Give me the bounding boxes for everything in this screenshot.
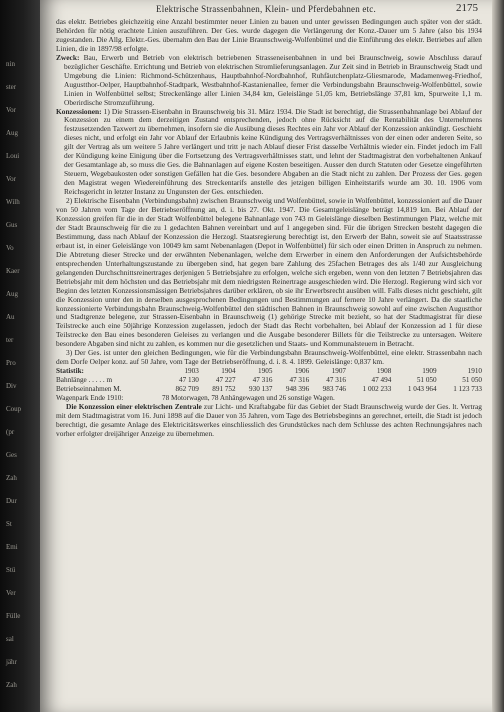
edge-fragment: Vor <box>6 106 16 114</box>
edge-fragment: Aug <box>6 290 19 298</box>
edge-fragment: Coup <box>6 405 22 413</box>
section-term: Konzessionen: <box>56 106 102 116</box>
previous-page-edge <box>0 0 40 712</box>
edge-fragment: sal <box>6 635 14 643</box>
statistics-cell: 983 746 <box>322 384 346 393</box>
edge-fragment: ster <box>6 83 17 91</box>
edge-fragment: Pro <box>6 359 16 367</box>
paragraph-text: 2) Elektrische Eisenbahn (Verbindungsbahn) zwischen Braunschweig und Wolfenbüttel, sowie in Wolfenbüttel, konzessioniert auf die Dauer von 50 Jahren vom Tage der Betriebseröffnung an, d. i. bis 27. Okt. 1947. Die Gesamtgeleislänge beträgt 14,819 km. Bei Ablauf der Konzession greifen für die in der Stadt Wolfenbüttel belegene Bahnanlage von 743 m Geleislänge dieselben Bestimmungen Platz, welche mit der Stadt Braunschweig für die zu 1 gedachten Bahnen vereinbart und auf 1 angegeben sind. Für die übrigen Strecken besteht dagegen die Bestimmung, dass nach Ablauf der Konzession die Herzogl. Staatsregierung berechtigt ist, den Erwerb der Bahn, soweit sie auf Staatsstrasse erbaut ist, in einer Geleislänge von 10049 km samt Nebenanlagen (Depot in Wolfenbüttel) für sich oder einen Dritten in Anspruch zu nehmen. Die Abtretung dieser Strecke und der erwähnten Nebenanlagen, welche dem Erwerber in einem den Anforderungen der Aufsichtsbehörde entsprechenden Unterhaltungszustande zu übergeben sind, hat gegen bare Zahlung des 25fachen Betrages des als 1/40 zur Ausgleichung gelangenden Durchschnittsreinertrages derjenigen 5 Betriebsjahre zu erfolgen, welche sich ergeben, wenn von den letzten 7 Betriebsjahren das Betriebsjahr mit dem höchsten und das Betriebsjahr mit dem niedrigsten Reinertrage ausgeschieden wird. Die Herzogl. Regierung wird sich vor Beginn des letzten Konzessionsmässigen Betriebsjahres darüber erklären, ob sie ihr Erwerbsrecht ausüben will. Falls dieses nicht geschieht, gilt die Konzession unter den in derselben ausgesprochenen Bedingungen und Bestimmungen auf fernere 10 Jahre verlängert. Da die staatliche konzessionierte Verbindungsbahn Braunschweig-Wolfenbüttel den städtischen Bahnen in Braunschweig sowohl auf eine zwischen Augustthor und Stadtgrenze belegene, zur Strassen-Eisenbahn in Braunschweig (1) gehörige Strecke mit bezieht, so hat der Stadtmagistrat für diese Teilstrecke auch eine 50jährige Konzession zugelassen, jedoch der Stadt das Recht vorbehalten, bei Ablauf der Konzession ad 1 für diese Teilstrecke den Bau eines besonderen Geleises zu verlangen und die Ausgabe besonderer Billets für die Teilstrecke zu untersagen. Weitere besondere Abgaben sind nicht zu zahlen, es kommen nur die gesetzlichen und Staats- und Kommunalsteuern in Betracht. <box>56 196 482 349</box>
statistics-year: 1905 <box>258 367 273 376</box>
statistics-row-label: Bahnlänge . . . . . m <box>56 376 113 385</box>
paragraph-zweck <box>56 54 482 108</box>
paragraph-text: 1) Die Strassen-Eisenbahn in Braunschweig bis 31. März 1934. Die Stadt ist berechtigt, die Strassenbahnanlage bei Ablauf der Konzession zu einem dem derzeitigen Zustand entsprechenden, jedoch ohne Rücksicht auf die Rentabilität des Unternehmens festzusetzenden Taxwert zu übernehmen, insofern sie die Ausübung dieses Rechtes ein Jahr vor Ablauf der Konzession ankündigt. Geschieht dieses nicht, und erfolgt ein Jahr vor Ablauf der Erlaubnis keine Kündigung des Vertragsverhältnisses von der einen oder anderen Seite, so gilt der Vertrag als um weitere 5 Jahre verlängert und tritt je nach Ablauf dieser Frist dasselbe Verhältnis wieder ein. Findet jedoch im Fall der Kündigung keine Einigung über die Fortsetzung des Vertragsverhältnisses statt, und lehnt der Stadtmagistrat den vorbehaltenen Ankauf der Gesamtanlage ab, so muss die Ges. die Bahnanlagen auf eigene Kosten beseitigen. Ausser den durch Statuten oder Gesetze eingeführten Steuern, Wegebaukosten oder sonstigen Gefällen hat die Ges. besondere Abgaben an die Stadt nicht zu zahlen. Der Prozess der Ges. gegen den Magistrat wegen Wiedereinführung des Streckentarifs anstelle des jetzigen billigen Einheitstarifs wurde am 30. 10. 1906 vom Reichsgericht in letzter Instanz zu Ungunsten der Ges. entschieden. <box>64 106 482 197</box>
edge-fragment: Zah <box>6 681 17 689</box>
body-text <box>56 18 482 712</box>
paragraph-verbindungsbahn <box>56 197 482 349</box>
page-edge-right <box>492 0 504 712</box>
section-term: Zweck: <box>56 52 80 62</box>
paragraph-oelper <box>56 349 482 367</box>
statistics-cell: 78 Motorwagen, 78 Anhängewagen und 26 sonstige Wagen. <box>162 393 335 402</box>
edge-fragment: ter <box>6 336 14 344</box>
statistics-cell: 51 050 <box>462 376 482 385</box>
statistics-cell: 47 130 <box>179 376 199 385</box>
statistics-year: 1906 <box>294 367 310 376</box>
statistics-year: 1908 <box>376 367 392 376</box>
statistics-cell: 862 709 <box>175 384 199 393</box>
document-page <box>40 0 492 712</box>
edge-fragment: St <box>6 520 12 528</box>
statistics-cell: 47 316 <box>289 376 310 385</box>
running-header <box>40 2 492 16</box>
edge-fragment: Dur <box>6 497 17 505</box>
edge-fragment: jähr <box>6 658 17 666</box>
statistics-cell: 1 002 233 <box>362 384 392 393</box>
statistics-cell: 47 494 <box>371 376 392 385</box>
edge-fragment: Ges <box>6 451 17 459</box>
page-number: 2175 <box>456 2 478 14</box>
paragraph-zentrale <box>56 403 482 439</box>
statistics-cell: 1 043 964 <box>407 384 437 393</box>
edge-fragment: Wilh <box>6 198 20 206</box>
statistics-year: 1907 <box>331 367 346 376</box>
paragraph-konzessionen <box>56 108 482 198</box>
edge-fragment: Kaer <box>6 267 20 275</box>
edge-fragment: Zah <box>6 474 17 482</box>
statistics-row <box>56 385 482 394</box>
statistics-cell: 51 050 <box>416 376 437 385</box>
edge-fragment: Aug <box>6 129 19 137</box>
edge-fragment: Fülle <box>6 612 21 620</box>
statistics-table <box>56 367 482 403</box>
statistics-label: Statistik: <box>56 367 84 376</box>
concession-heading: Die Konzession einer elektrischen Zentrale <box>66 401 202 411</box>
edge-fragment: Vor <box>6 175 16 183</box>
edge-fragment: Loui <box>6 152 20 160</box>
running-header-title: Elektrische Strassenbahnen, Klein- und Pferdebahnen etc. <box>156 4 376 14</box>
edge-fragment: Div <box>6 382 17 390</box>
statistics-cell: 948 396 <box>285 384 310 393</box>
statistics-year: 1909 <box>422 367 437 376</box>
statistics-year: 1903 <box>184 367 199 376</box>
paragraph-text: das elektr. Betriebes gleichzeitig eine Anzahl bestimmter neuer Linien zu bauen und unter gewissen Bedingungen auch später von der städt. Behörden für nötig erachtete Linien auszuführen. Der Ges. wurde dagegen die Verlängerung der Konz.-Dauer um 5 Jahre (also bis 1934 zugestanden. Die Allg. Elektr.-Ges. übernahm den Bau der Linie Braunschweig-Wolfenbüttel und die Einführung des elektr. Betriebes auf allen Linien, die in 1897/98 erfolgte. <box>56 17 482 53</box>
statistics-cell: 930 137 <box>249 384 273 393</box>
statistics-cell: 47 227 <box>215 376 236 385</box>
edge-fragment: (pr <box>6 428 15 436</box>
edge-fragment: Stü <box>6 566 16 574</box>
edge-fragment: Vo <box>6 244 14 252</box>
paragraph-text: Bau, Erwerb und Betrieb von elektrisch betriebenen Strasseneisenbahnen in und bei Braunschweig, sowie Abschluss darauf bezüglicher Geschäfte. Errichtung und Betrieb von elektrischen Stromlieferungsanlagen. Zur Zeit sind in Betrieb in Braunschweig Stadt und Umgebung die Linien: Richmond-Schützenhaus, Hauptbahnhof-Nordbahnhof, Ruhfäutchenplatz-Gliesmarode, Madamenweg-Friedhof, Augustthor-Oelper, Hauptbahnhof-Stadtpark, Westbahnhof-Kastanienallee, ferner die Verbindungsbahn Braunschweig-Wolfenbüttel, sowie Linien in Wolfenbüttel selbst; Streckenlänge aller Linien 34,84 km, Geleislänge 51,05 km, Betriebslänge 37,81 km, Spurweite 1,1 m. Oberirdische Stromzuführung. <box>64 52 482 107</box>
edge-fragment: Gus <box>6 221 18 229</box>
statistics-cell: 47 316 <box>326 376 346 385</box>
edge-fragment: nin <box>6 60 15 68</box>
statistics-row-label: Wagenpark Ende 1910: <box>56 393 124 402</box>
paragraph-text: zur Licht- und Kraftabgabe für das Gebiet der Stadt Braunschweig wurde der Ges. lt. Vertrag mit dem Stadtmagistrat vom 16. Juni 1898 auf die Dauer von 35 Jahren, vom Tage des Betriebsbeginns an gerechnet, erteilt, die Stadt ist jedoch berechtigt, die gesamte Anlage des Elektricitätswerkes einschliesslich des Grundstückes nach dem Schlusse des achten Rechnungsjahres nach vorher erfolgter dreijähriger Anzeige zu übernehmen. <box>56 401 482 438</box>
statistics-year: 1904 <box>221 367 236 376</box>
statistics-cell: 47 316 <box>252 376 273 385</box>
statistics-header-row <box>56 367 482 376</box>
statistics-cell: 891 752 <box>212 384 236 393</box>
statistics-row-label: Betriebseinnahmen M. <box>56 384 122 393</box>
edge-fragment: Ver <box>6 589 16 597</box>
edge-fragment: Au <box>6 313 15 321</box>
statistics-year: 1910 <box>467 367 482 376</box>
statistics-row <box>56 376 482 385</box>
paragraph-text: 3) Der Ges. ist unter den gleichen Bedingungen, wie für die Verbindungsbahn Braunschweig-Wolfenbüttel, eine elektr. Strassenbahn nach dem Dorfe Oelper konz. auf 50 Jahre, vom Tage der Betriebseröffnung, d. i. 8. 4. 1899. Geleislänge: 0,837 km. <box>56 348 482 367</box>
paragraph-intro <box>56 18 482 54</box>
statistics-cell: 1 123 733 <box>453 384 482 393</box>
edge-fragment: Emi <box>6 543 18 551</box>
